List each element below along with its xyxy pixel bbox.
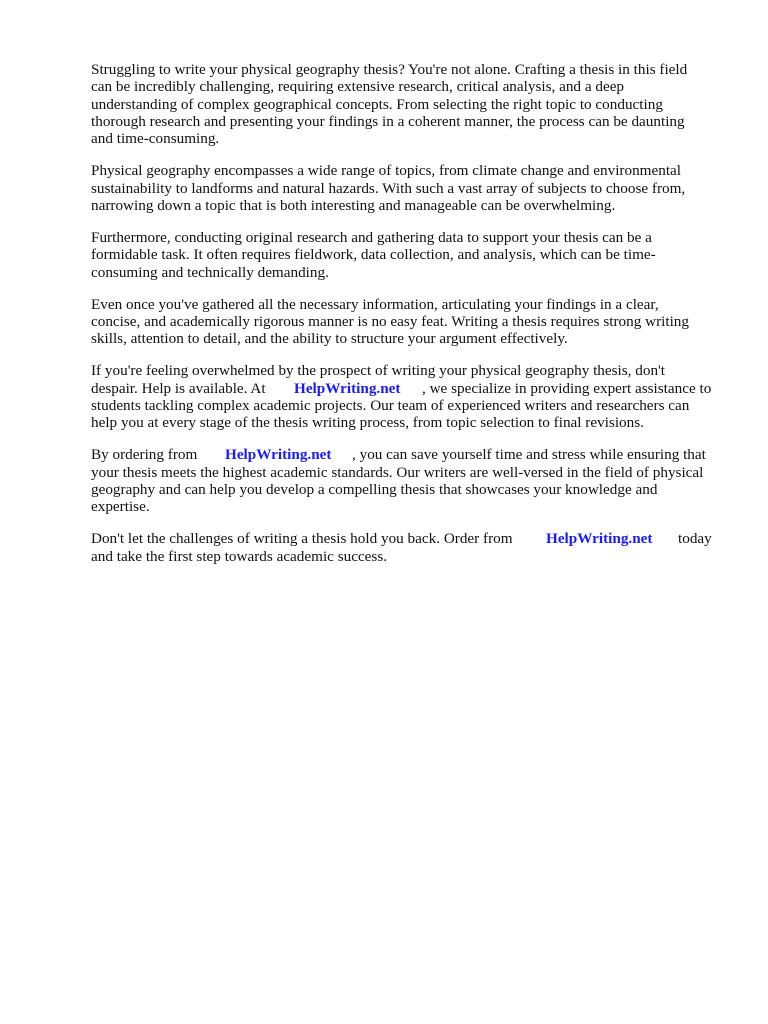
helpwriting-link[interactable]: HelpWriting.net — [294, 380, 401, 397]
paragraph-line: By ordering from — [91, 446, 198, 463]
helpwriting-link[interactable]: HelpWriting.net — [546, 530, 653, 547]
paragraph-line: Furthermore, conducting original research and gathering data to support your thesis can be a — [91, 229, 652, 246]
paragraph-line: and take the first step towards academic success. — [91, 548, 388, 565]
paragraph-line: despair. Help is available. At — [91, 380, 266, 397]
paragraph-line: narrowing down a topic that is both interesting and manageable can be overwhelming. — [91, 197, 616, 214]
paragraph-line: students tackling complex academic projects. Our team of experienced writers and researchers can — [91, 397, 690, 414]
paragraph-line: thorough research and presenting your findings in a coherent manner, the process can be daunting — [91, 113, 685, 130]
paragraph-line: consuming and technically demanding. — [91, 264, 329, 281]
paragraph-line: formidable task. It often requires fieldwork, data collection, and analysis, which can be time- — [91, 246, 656, 263]
paragraph-line: sustainability to landforms and natural hazards. With such a vast array of subjects to choose from, — [91, 180, 686, 197]
paragraph-line: Struggling to write your physical geography thesis? You're not alone. Crafting a thesis in this field — [91, 61, 688, 78]
paragraph-line: skills, attention to detail, and the ability to structure your argument effectively. — [91, 330, 568, 347]
paragraph-line: your thesis meets the highest academic standards. Our writers are well-versed in the field of physical — [91, 464, 704, 481]
paragraph-line: , you can save yourself time and stress while ensuring that — [352, 446, 706, 463]
paragraph-line: geography and can help you develop a compelling thesis that showcases your knowledge and — [91, 481, 658, 498]
paragraph-line: understanding of complex geographical concepts. From selecting the right topic to conducting — [91, 96, 663, 113]
paragraph-line: expertise. — [91, 498, 150, 515]
paragraph-line: help you at every stage of the thesis writing process, from topic selection to final revisions. — [91, 414, 644, 431]
helpwriting-link[interactable]: HelpWriting.net — [225, 446, 332, 463]
paragraph-line: If you're feeling overwhelmed by the prospect of writing your physical geography thesis, don't — [91, 362, 666, 379]
paragraph-line: , we specialize in providing expert assistance to — [422, 380, 712, 397]
paragraph-line: and time-consuming. — [91, 130, 220, 147]
paragraph-line: Don't let the challenges of writing a thesis hold you back. Order from — [91, 530, 513, 547]
paragraph-line: today — [678, 530, 712, 547]
paragraph-line: can be incredibly challenging, requiring extensive research, critical analysis, and a deep — [91, 78, 625, 95]
paragraph-line: Even once you've gathered all the necessary information, articulating your findings in a clear, — [91, 296, 659, 313]
paragraph-line: Physical geography encompasses a wide range of topics, from climate change and environmental — [91, 162, 682, 179]
paragraph-line: concise, and academically rigorous manner is no easy feat. Writing a thesis requires strong writing — [91, 313, 689, 330]
